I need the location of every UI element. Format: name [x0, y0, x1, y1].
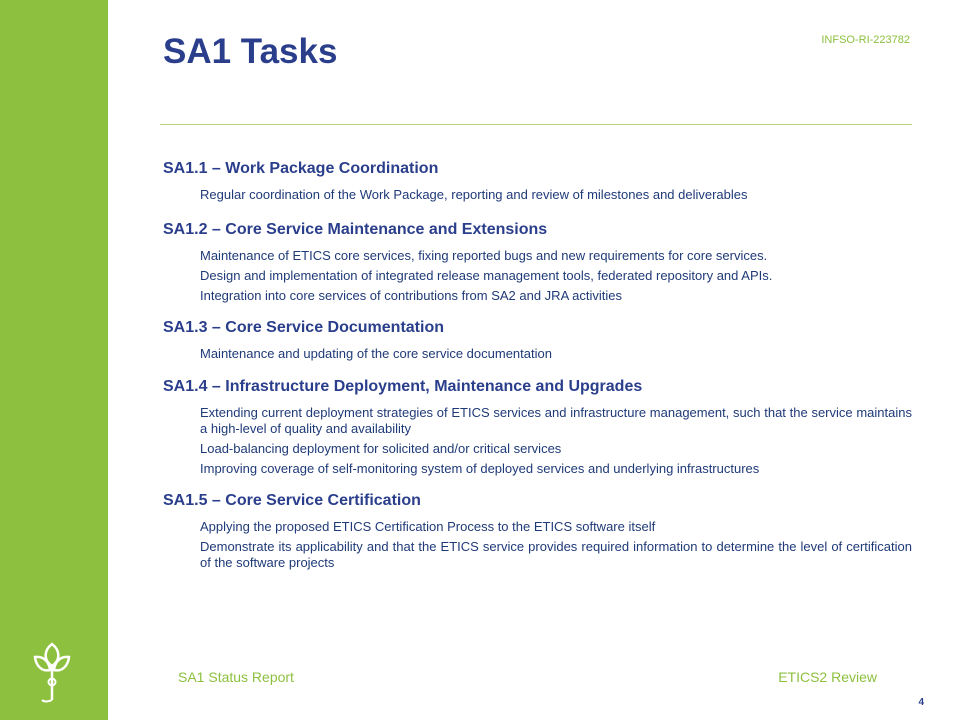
sidebar-band [0, 0, 108, 720]
title-divider [160, 124, 912, 125]
task-heading: SA1.3 – Core Service Documentation [163, 319, 444, 336]
task-sa1-1 [163, 160, 912, 203]
slide-title: SA1 Tasks [163, 32, 338, 71]
task-item: Maintenance and updating of the core service documentation [200, 346, 552, 361]
task-item: Maintenance of ETICS core services, fixing reported bugs and new requirements for core services. [200, 248, 768, 263]
task-sa1-5 [163, 492, 912, 571]
task-sa1-3 [163, 319, 912, 362]
task-item: Regular coordination of the Work Package, reporting and review of milestones and deliverables [200, 187, 748, 202]
task-item: Extending current deployment strategies of ETICS services and infrastructure management, such that the service maintains a high-level of quality and availability [200, 405, 912, 436]
page-number: 4 [918, 697, 924, 708]
task-sa1-4 [163, 378, 912, 477]
task-heading: SA1.5 – Core Service Certification [163, 492, 421, 509]
leaf-logo-icon [30, 640, 74, 706]
task-item: Integration into core services of contributions from SA2 and JRA activities [200, 288, 622, 303]
task-item: Applying the proposed ETICS Certification Process to the ETICS software itself [200, 519, 656, 534]
task-heading: SA1.2 – Core Service Maintenance and Extensions [163, 221, 548, 238]
task-list [163, 160, 912, 587]
project-reference: INFSO-RI-223782 [821, 34, 910, 46]
footer-review-title: ETICS2 Review [778, 669, 877, 685]
task-heading: SA1.1 – Work Package Coordination [163, 160, 439, 177]
task-item: Improving coverage of self-monitoring system of deployed services and underlying infrastructures [200, 461, 760, 476]
task-item: Demonstrate its applicability and that the ETICS service provides required information to determine the level of certification of the software projects [200, 539, 912, 570]
footer-report-title: SA1 Status Report [178, 669, 294, 685]
task-item: Design and implementation of integrated release management tools, federated repository and APIs. [200, 268, 773, 283]
task-item: Load-balancing deployment for solicited and/or critical services [200, 441, 562, 456]
task-sa1-2 [163, 221, 912, 304]
task-heading: SA1.4 – Infrastructure Deployment, Maintenance and Upgrades [163, 378, 643, 395]
